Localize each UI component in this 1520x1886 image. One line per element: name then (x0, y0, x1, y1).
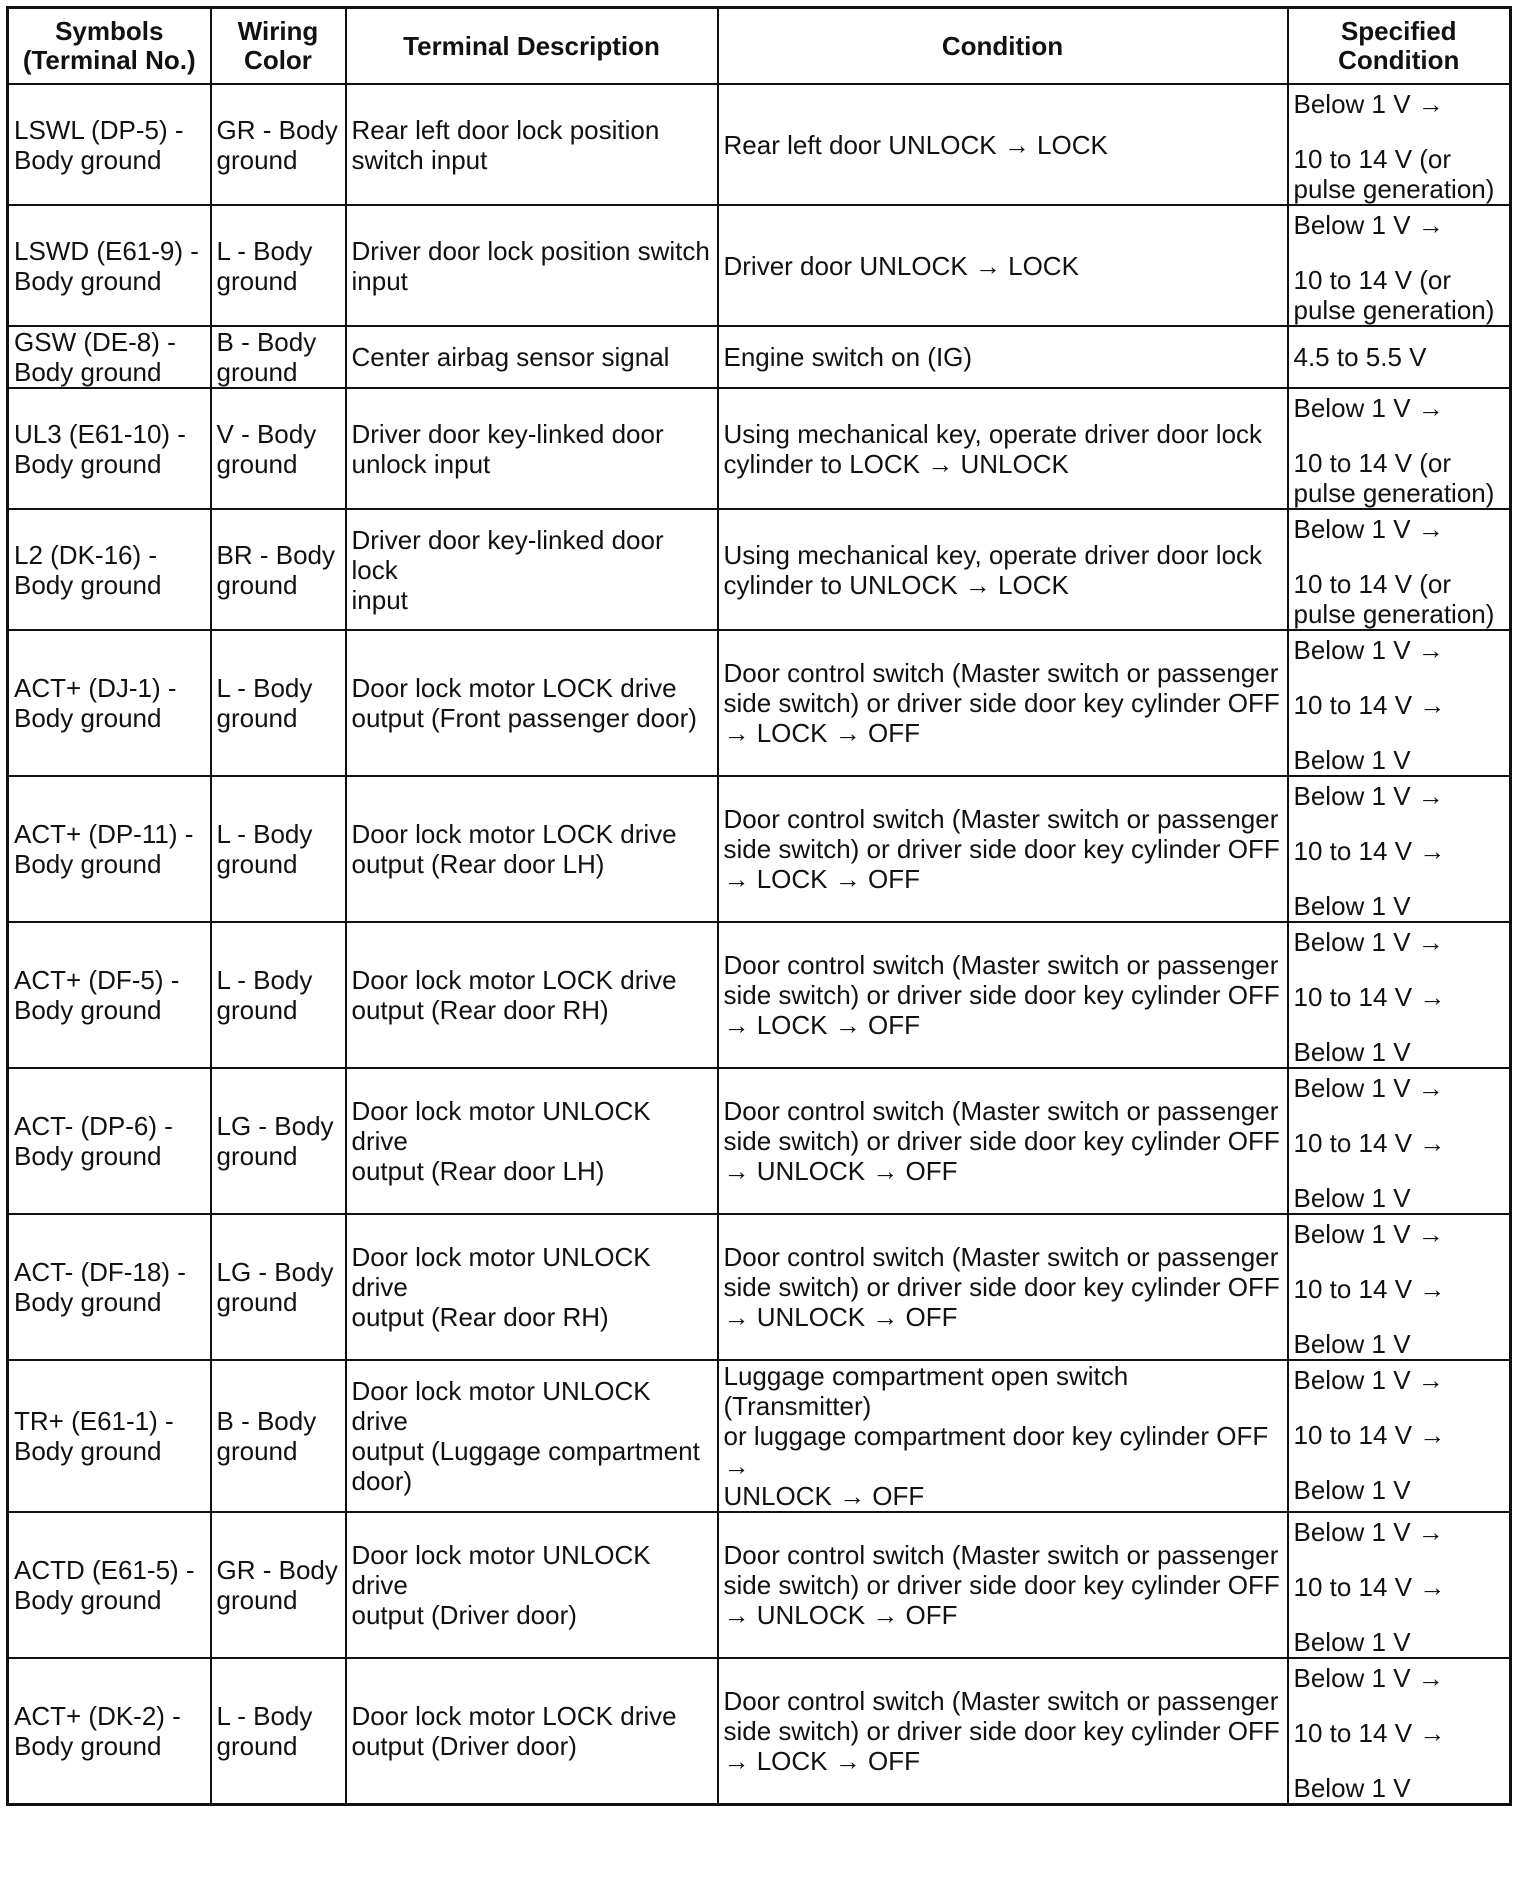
header-wiring-color: Wiring Color (211, 8, 346, 85)
specified-value: 10 to 14 V (or pulse generation) (1293, 569, 1495, 629)
condition-cell: Door control switch (Master switch or passenger side switch) or driver side door key cylinder OFF → UNLOCK → OFF (718, 1068, 1288, 1214)
specified-value: Below 1 V (1293, 745, 1411, 775)
specified-value: Below 1 V (1293, 1037, 1411, 1067)
symbol-cell: UL3 (E61-10) - Body ground (8, 388, 211, 509)
terminal-description-cell: Center airbag sensor signal (346, 326, 718, 388)
specified-condition-cell (1288, 922, 1511, 1068)
header-specified-condition: Specified Condition (1288, 8, 1511, 85)
condition-cell: Door control switch (Master switch or passenger side switch) or driver side door key cylinder OFF → LOCK → OFF (718, 630, 1288, 776)
table-row (8, 922, 1511, 1068)
condition-cell: Using mechanical key, operate driver door lock cylinder to UNLOCK → LOCK (718, 509, 1288, 630)
condition-cell: Door control switch (Master switch or passenger side switch) or driver side door key cylinder OFF → UNLOCK → OFF (718, 1214, 1288, 1360)
terminal-description-cell: Door lock motor UNLOCK drive output (Rear door RH) (346, 1214, 718, 1360)
wiring-color-cell: BR - Body ground (211, 509, 346, 630)
table-row (8, 1512, 1511, 1658)
wiring-color-cell: LG - Body ground (211, 1068, 346, 1214)
wiring-color-cell: L - Body ground (211, 1658, 346, 1805)
specified-value: Below 1 V → (1293, 514, 1444, 544)
specified-value: 10 to 14 V → (1293, 1274, 1446, 1304)
table-row (8, 84, 1511, 205)
table-row (8, 388, 1511, 509)
specified-value: 10 to 14 V → (1293, 690, 1446, 720)
wiring-color-cell: V - Body ground (211, 388, 346, 509)
specified-value: 10 to 14 V → (1293, 836, 1446, 866)
specified-condition-cell (1288, 630, 1511, 776)
table-row (8, 1214, 1511, 1360)
wiring-color-cell: B - Body ground (211, 1360, 346, 1512)
specified-value: 10 to 14 V → (1293, 982, 1446, 1012)
specified-value: Below 1 V → (1293, 1073, 1444, 1103)
condition-cell: Door control switch (Master switch or passenger side switch) or driver side door key cylinder OFF → LOCK → OFF (718, 776, 1288, 922)
symbol-cell: ACT- (DF-18) - Body ground (8, 1214, 211, 1360)
header-symbols: Symbols (Terminal No.) (8, 8, 211, 85)
specified-condition-cell (1288, 388, 1511, 509)
condition-cell: Luggage compartment open switch (Transmitter) or luggage compartment door key cylinder OFF → UNLOCK → OFF (718, 1360, 1288, 1512)
symbol-cell: ACT+ (DK-2) - Body ground (8, 1658, 211, 1805)
specified-value: Below 1 V (1293, 1183, 1411, 1213)
specified-condition-cell (1288, 326, 1511, 388)
table-row (8, 1360, 1511, 1512)
table-row (8, 1658, 1511, 1805)
symbol-cell: L2 (DK-16) - Body ground (8, 509, 211, 630)
wiring-color-cell: B - Body ground (211, 326, 346, 388)
specified-value: Below 1 V → (1293, 89, 1444, 119)
specified-value: 10 to 14 V (or pulse generation) (1293, 144, 1495, 204)
terminal-description-cell: Rear left door lock position switch input (346, 84, 718, 205)
table-row (8, 509, 1511, 630)
specified-value: Below 1 V (1293, 1773, 1411, 1803)
terminal-description-cell: Door lock motor UNLOCK drive output (Rear door LH) (346, 1068, 718, 1214)
specified-value: Below 1 V → (1293, 1517, 1444, 1547)
specified-condition-cell (1288, 84, 1511, 205)
header-terminal-description: Terminal Description (346, 8, 718, 85)
condition-cell: Door control switch (Master switch or passenger side switch) or driver side door key cylinder OFF → LOCK → OFF (718, 922, 1288, 1068)
specified-value: 10 to 14 V (or pulse generation) (1293, 265, 1495, 325)
condition-cell: Using mechanical key, operate driver door lock cylinder to LOCK → UNLOCK (718, 388, 1288, 509)
table-row (8, 630, 1511, 776)
table-header-row (8, 8, 1511, 85)
specified-value: 10 to 14 V (or pulse generation) (1293, 448, 1495, 508)
specified-condition-cell (1288, 1658, 1511, 1805)
condition-cell: Rear left door UNLOCK → LOCK (718, 84, 1288, 205)
wiring-color-cell: LG - Body ground (211, 1214, 346, 1360)
table-body (8, 84, 1511, 1805)
symbol-cell: ACTD (E61-5) - Body ground (8, 1512, 211, 1658)
terminal-description-cell: Door lock motor UNLOCK drive output (Driver door) (346, 1512, 718, 1658)
wiring-color-cell: GR - Body ground (211, 1512, 346, 1658)
terminal-spec-table (6, 6, 1512, 1806)
specified-condition-cell (1288, 776, 1511, 922)
specified-value: Below 1 V (1293, 1627, 1411, 1657)
symbol-cell: ACT+ (DF-5) - Body ground (8, 922, 211, 1068)
specified-condition-cell (1288, 1068, 1511, 1214)
condition-cell: Driver door UNLOCK → LOCK (718, 205, 1288, 326)
symbol-cell: ACT- (DP-6) - Body ground (8, 1068, 211, 1214)
symbol-cell: ACT+ (DP-11) - Body ground (8, 776, 211, 922)
header-condition: Condition (718, 8, 1288, 85)
specified-value: Below 1 V → (1293, 927, 1444, 957)
symbol-cell: LSWD (E61-9) - Body ground (8, 205, 211, 326)
wiring-color-cell: L - Body ground (211, 205, 346, 326)
specified-value: Below 1 V → (1293, 1219, 1444, 1249)
specified-condition-cell (1288, 1512, 1511, 1658)
specified-condition-cell (1288, 509, 1511, 630)
symbol-cell: TR+ (E61-1) - Body ground (8, 1360, 211, 1512)
terminal-description-cell: Door lock motor LOCK drive output (Driver door) (346, 1658, 718, 1805)
specified-value: Below 1 V (1293, 1475, 1411, 1505)
table-row (8, 326, 1511, 388)
specified-value: 10 to 14 V → (1293, 1718, 1446, 1748)
specified-value: 10 to 14 V → (1293, 1572, 1446, 1602)
specified-value: Below 1 V → (1293, 393, 1444, 423)
specified-value: Below 1 V → (1293, 781, 1444, 811)
terminal-description-cell: Door lock motor LOCK drive output (Rear door LH) (346, 776, 718, 922)
wiring-color-cell: L - Body ground (211, 922, 346, 1068)
terminal-description-cell: Driver door lock position switch input (346, 205, 718, 326)
specified-value: Below 1 V → (1293, 1663, 1444, 1693)
table-row (8, 205, 1511, 326)
specified-value: Below 1 V (1293, 1329, 1411, 1359)
specified-value: Below 1 V (1293, 891, 1411, 921)
terminal-description-cell: Door lock motor LOCK drive output (Front passenger door) (346, 630, 718, 776)
table-row (8, 1068, 1511, 1214)
condition-cell: Engine switch on (IG) (718, 326, 1288, 388)
specified-condition-cell (1288, 205, 1511, 326)
specified-value: Below 1 V → (1293, 1365, 1444, 1395)
condition-cell: Door control switch (Master switch or passenger side switch) or driver side door key cylinder OFF → LOCK → OFF (718, 1658, 1288, 1805)
symbol-cell: ACT+ (DJ-1) - Body ground (8, 630, 211, 776)
specified-value: Below 1 V → (1293, 635, 1444, 665)
wiring-color-cell: GR - Body ground (211, 84, 346, 205)
symbol-cell: GSW (DE-8) - Body ground (8, 326, 211, 388)
specified-value: Below 1 V → (1293, 210, 1444, 240)
condition-cell: Door control switch (Master switch or passenger side switch) or driver side door key cylinder OFF → UNLOCK → OFF (718, 1512, 1288, 1658)
table-row (8, 776, 1511, 922)
specified-value: 10 to 14 V → (1293, 1420, 1446, 1450)
specified-condition-cell (1288, 1214, 1511, 1360)
wiring-color-cell: L - Body ground (211, 630, 346, 776)
specified-condition-cell (1288, 1360, 1511, 1512)
specified-value: 4.5 to 5.5 V (1293, 342, 1427, 372)
terminal-description-cell: Door lock motor UNLOCK drive output (Luggage compartment door) (346, 1360, 718, 1512)
terminal-description-cell: Driver door key-linked door unlock input (346, 388, 718, 509)
wiring-color-cell: L - Body ground (211, 776, 346, 922)
specified-value: 10 to 14 V → (1293, 1128, 1446, 1158)
terminal-description-cell: Driver door key-linked door lock input (346, 509, 718, 630)
terminal-description-cell: Door lock motor LOCK drive output (Rear door RH) (346, 922, 718, 1068)
symbol-cell: LSWL (DP-5) - Body ground (8, 84, 211, 205)
